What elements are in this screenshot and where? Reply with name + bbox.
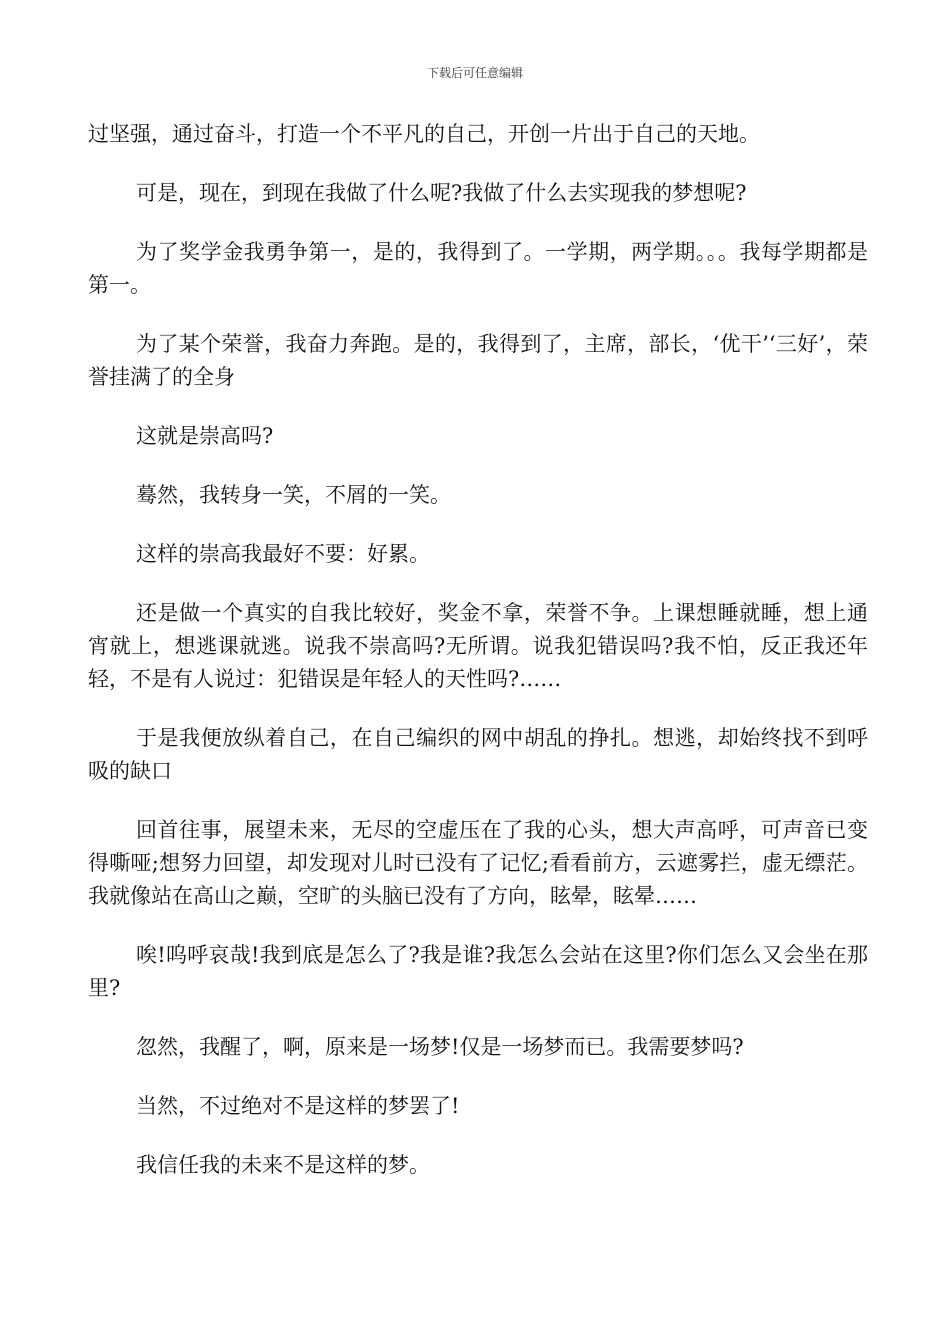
body-text bbox=[88, 118, 868, 1208]
paragraph: 过坚强，通过奋斗，打造一个不平凡的自己，开创一片出于自己的天地。 bbox=[88, 122, 760, 146]
paragraph: 为了奖学金我勇争第一，是的，我得到了。一学期，两学期。。。我每学期都是第一。 bbox=[88, 240, 868, 297]
paragraph: 这样的崇高我最好不要：好累。 bbox=[136, 542, 430, 566]
paragraph: 蓦然，我转身一笑，不屑的一笑。 bbox=[136, 483, 451, 507]
paragraph: 于是我便放纵着自己，在自己编织的网中胡乱的挣扎。想逃，却始终找不到呼吸的缺口 bbox=[88, 726, 868, 783]
paragraph: 忽然，我醒了，啊，原来是一场梦!仅是一场梦而已。我需要梦吗? bbox=[136, 1035, 744, 1059]
paragraph: 还是做一个真实的自我比较好，奖金不拿，荣誉不争。上课想睡就睡，想上通宵就上，想逃课就逃。说我不崇高吗?无所谓。说我犯错误吗?我不怕，反正我还年轻，不是有人说过：犯错误是年轻人的天性吗?…… bbox=[88, 601, 868, 691]
paragraph: 为了某个荣誉，我奋力奔跑。是的，我得到了，主席，部长，‘优干’‘三好’，荣誉挂满了的全身 bbox=[88, 332, 868, 389]
paragraph: 可是，现在，到现在我做了什么呢?我做了什么去实现我的梦想呢? bbox=[136, 181, 747, 205]
paragraph: 这就是崇高吗? bbox=[136, 424, 274, 448]
paragraph: 我信任我的未来不是这样的梦。 bbox=[136, 1153, 430, 1177]
paragraph: 当然，不过绝对不是这样的梦罢了! bbox=[136, 1094, 460, 1118]
page-header: 下载后可任意编辑 bbox=[426, 66, 523, 80]
paragraph: 唉!呜呼哀哉!我到底是怎么了?我是谁?我怎么会站在这里?你们怎么又会坐在那里? bbox=[88, 943, 868, 1000]
paragraph: 回首往事，展望未来，无尽的空虚压在了我的心头，想大声高呼，可声音已变得嘶哑;想努力回望，却发现对儿时已没有了记忆;看看前方，云遮雾拦，虚无缥茫。我就像站在高山之巅，空旷的头脑已没有了方向，眩晕，眩晕…… bbox=[88, 818, 868, 908]
